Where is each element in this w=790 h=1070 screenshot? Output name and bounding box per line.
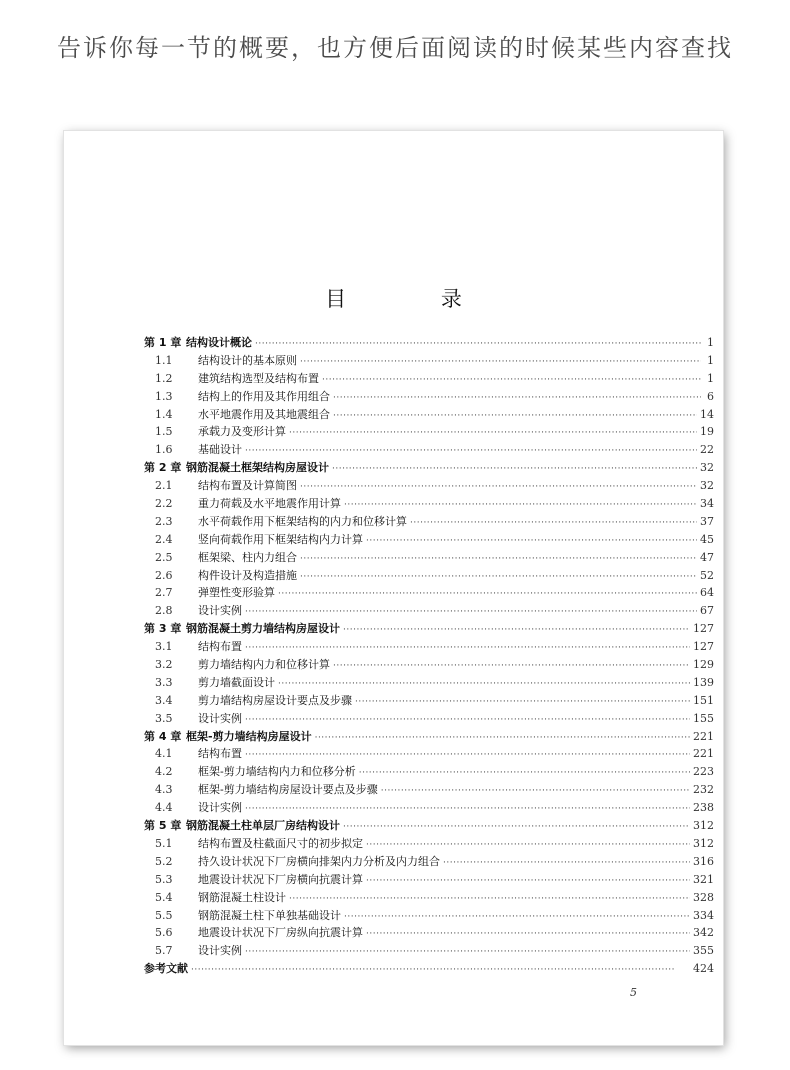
- toc-dot-leader: [333, 408, 697, 426]
- page-number: 5: [630, 986, 637, 999]
- toc-dot-leader: [289, 425, 697, 443]
- toc-section-row: [144, 656, 714, 674]
- toc-entry-title: 水平荷载作用下框架结构的内力和位移计算: [198, 514, 407, 528]
- toc-entry-title: 建筑结构选型及结构布置: [198, 371, 319, 385]
- toc-chapter-row: [144, 960, 714, 978]
- toc-dot-leader: [300, 479, 697, 497]
- toc-entry-page: 34: [700, 497, 714, 511]
- toc-entry-page: 6: [707, 389, 714, 403]
- toc-entry-page: 47: [700, 550, 714, 564]
- toc-dot-leader: [245, 712, 690, 730]
- toc-entry-number: 1.1: [155, 353, 173, 367]
- toc-entry-number: 3.1: [155, 640, 173, 654]
- toc-entry-page: 238: [693, 801, 714, 815]
- toc-section-row: [144, 423, 714, 441]
- toc-dot-leader: [191, 962, 690, 980]
- toc-entry-number: 2.5: [155, 550, 173, 564]
- toc-dot-leader: [443, 855, 690, 873]
- toc-entry-page: 151: [693, 693, 714, 707]
- toc-section-row: [144, 567, 714, 585]
- toc-entry-page: 1: [707, 371, 714, 385]
- toc-entry-title: 地震设计状况下厂房纵向抗震计算: [198, 926, 363, 940]
- toc-section-row: [144, 477, 714, 495]
- toc-section-row: [144, 441, 714, 459]
- toc-entry-title: 持久设计状况下厂房横向排架内力分析及内力组合: [198, 854, 440, 868]
- toc-dot-leader: [300, 569, 697, 587]
- toc-dot-leader: [344, 909, 690, 927]
- toc-entry-number: 2.1: [155, 479, 173, 493]
- toc-entry-title: 剪力墙结构内力和位移计算: [198, 658, 330, 672]
- toc-entry-page: 221: [693, 729, 714, 743]
- toc-entry-number: 2.2: [155, 497, 173, 511]
- toc-entry-page: 316: [693, 854, 714, 868]
- toc-section-row: [144, 781, 714, 799]
- toc-entry-page: 1: [707, 336, 714, 349]
- toc-dot-leader: [410, 515, 697, 533]
- toc-entry-title: 构件设计及构造措施: [198, 568, 297, 582]
- toc-section-row: [144, 584, 714, 602]
- toc-dot-leader: [300, 354, 701, 372]
- toc-entry-page: 312: [693, 819, 714, 833]
- toc-entry-page: 52: [700, 568, 714, 582]
- toc-entry-number: 3.4: [155, 693, 173, 707]
- toc-section-row: [144, 370, 714, 388]
- toc-section-row: [144, 799, 714, 817]
- toc-entry-title: 竖向荷载作用下框架结构内力计算: [198, 532, 363, 546]
- toc-section-row: [144, 531, 714, 549]
- toc-section-row: [144, 835, 714, 853]
- toc-entry-page: 139: [693, 675, 714, 689]
- toc-entry-number: 1.3: [155, 389, 173, 403]
- toc-section-row: [144, 871, 714, 889]
- toc-dot-leader: [366, 873, 690, 891]
- toc-entry-number: 5.6: [155, 926, 173, 940]
- toc-entry-number: 3.2: [155, 658, 173, 672]
- toc-dot-leader: [343, 819, 690, 837]
- toc-entry-title: 框架-剪力墙结构房屋设计: [186, 729, 312, 743]
- toc-entry-title: 结构布置: [198, 640, 242, 654]
- toc-section-row: [144, 763, 714, 781]
- toc-entry-title: 钢筋混凝土剪力墙结构房屋设计: [186, 622, 340, 636]
- toc-entry-page: 312: [693, 836, 714, 850]
- toc-entry-title: 剪力墙截面设计: [198, 675, 275, 689]
- toc-entry-number: 第 4 章: [144, 729, 182, 743]
- book-page: [64, 131, 723, 1045]
- toc-entry-page: 32: [700, 479, 714, 493]
- toc-entry-page: 1: [707, 353, 714, 367]
- toc-entry-number: 2.4: [155, 532, 173, 546]
- toc-entry-title: 设计实例: [198, 801, 242, 815]
- toc-entry-title: 设计实例: [198, 711, 242, 725]
- toc-entry-number: 1.2: [155, 371, 173, 385]
- toc-entry-number: 2.7: [155, 586, 173, 600]
- toc-section-row: [144, 406, 714, 424]
- toc-entry-number: 5.4: [155, 890, 173, 904]
- toc-dot-leader: [300, 551, 697, 569]
- toc-section-row: [144, 674, 714, 692]
- toc-entry-title: 设计实例: [198, 944, 242, 958]
- toc-list: [144, 334, 714, 978]
- toc-section-row: [144, 352, 714, 370]
- toc-entry-title: 基础设计: [198, 443, 242, 457]
- toc-entry-title: 结构设计的基本原则: [198, 353, 297, 367]
- toc-entry-number: 5.2: [155, 854, 173, 868]
- toc-chapter-row: [144, 620, 714, 638]
- toc-section-row: [144, 513, 714, 531]
- toc-entry-page: 67: [700, 604, 714, 618]
- toc-section-row: [144, 710, 714, 728]
- toc-dot-leader: [359, 765, 690, 783]
- toc-section-row: [144, 889, 714, 907]
- toc-entry-title: 框架梁、柱内力组合: [198, 550, 297, 564]
- toc-entry-number: 4.1: [155, 747, 173, 761]
- toc-section-row: [144, 602, 714, 620]
- toc-entry-page: 32: [700, 461, 714, 475]
- toc-entry-number: 2.8: [155, 604, 173, 618]
- toc-chapter-row: [144, 817, 714, 835]
- toc-dot-leader: [366, 533, 697, 551]
- toc-entry-number: 4.2: [155, 765, 173, 779]
- toc-chapter-row: [144, 459, 714, 477]
- toc-section-row: [144, 388, 714, 406]
- toc-entry-title: 设计实例: [198, 604, 242, 618]
- toc-entry-page: 37: [700, 514, 714, 528]
- toc-entry-number: 5.5: [155, 908, 173, 922]
- toc-entry-page: 14: [700, 407, 714, 421]
- toc-entry-page: 127: [693, 622, 714, 636]
- toc-entry-title: 结构布置及柱截面尺寸的初步拟定: [198, 836, 363, 850]
- toc-entry-number: 第 3 章: [144, 622, 182, 636]
- toc-entry-number: 4.3: [155, 783, 173, 797]
- toc-entry-title: 结构上的作用及其作用组合: [198, 389, 330, 403]
- toc-dot-leader: [245, 944, 690, 962]
- toc-chapter-row: [144, 334, 714, 352]
- toc-entry-title: 钢筋混凝土柱设计: [198, 890, 286, 904]
- toc-entry-number: 1.6: [155, 443, 173, 457]
- toc-entry-title: 弹塑性变形验算: [198, 586, 275, 600]
- toc-title: 目 录: [325, 287, 506, 311]
- toc-entry-number: 5.1: [155, 836, 173, 850]
- toc-section-row: [144, 638, 714, 656]
- toc-entry-title: 结构布置及计算简图: [198, 479, 297, 493]
- toc-entry-title: 钢筋混凝土柱下单独基础设计: [198, 908, 341, 922]
- toc-section-row: [144, 907, 714, 925]
- toc-entry-page: 328: [693, 890, 714, 904]
- banner-caption: 告诉你每一节的概要，也方便后面阅读的时候某些内容查找: [57, 34, 733, 62]
- toc-entry-page: 129: [693, 658, 714, 672]
- toc-entry-page: 19: [700, 425, 714, 439]
- toc-entry-page: 334: [693, 908, 714, 922]
- toc-entry-page: 221: [693, 747, 714, 761]
- toc-section-row: [144, 692, 714, 710]
- toc-entry-title: 地震设计状况下厂房横向抗震计算: [198, 872, 363, 886]
- toc-entry-title: 结构布置: [198, 747, 242, 761]
- toc-entry-page: 155: [693, 711, 714, 725]
- toc-entry-number: 5.7: [155, 944, 173, 958]
- toc-entry-number: 1.5: [155, 425, 173, 439]
- toc-dot-leader: [343, 622, 690, 640]
- toc-dot-leader: [322, 372, 701, 390]
- toc-entry-title: 钢筋混凝土框架结构房屋设计: [186, 461, 329, 475]
- toc-entry-page: 355: [693, 944, 714, 958]
- toc-entry-number: 5.3: [155, 872, 173, 886]
- toc-entry-title: 承载力及变形计算: [198, 425, 286, 439]
- toc-dot-leader: [255, 336, 701, 354]
- toc-section-row: [144, 745, 714, 763]
- toc-dot-leader: [355, 694, 690, 712]
- toc-dot-leader: [333, 390, 701, 408]
- toc-entry-title: 重力荷载及水平地震作用计算: [198, 497, 341, 511]
- toc-entry-title: 结构设计概论: [186, 336, 252, 349]
- toc-entry-page: 64: [700, 586, 714, 600]
- toc-entry-page: 424: [693, 962, 714, 976]
- toc-entry-number: 3.3: [155, 675, 173, 689]
- toc-chapter-row: [144, 728, 714, 746]
- toc-section-row: [144, 549, 714, 567]
- toc-dot-leader: [315, 730, 690, 748]
- toc-entry-page: 127: [693, 640, 714, 654]
- toc-entry-number: 第 1 章: [144, 336, 182, 349]
- toc-entry-title: 水平地震作用及其地震组合: [198, 407, 330, 421]
- toc-entry-page: 321: [693, 872, 714, 886]
- toc-entry-page: 342: [693, 926, 714, 940]
- toc-entry-number: 1.4: [155, 407, 173, 421]
- toc-entry-page: 232: [693, 783, 714, 797]
- toc-dot-leader: [381, 783, 690, 801]
- toc-entry-title: 框架-剪力墙结构房屋设计要点及步骤: [198, 783, 378, 797]
- toc-entry-number: 第 2 章: [144, 461, 182, 475]
- toc-entry-number: 2.3: [155, 514, 173, 528]
- toc-section-row: [144, 942, 714, 960]
- toc-entry-number: 2.6: [155, 568, 173, 582]
- toc-entry-number: 3.5: [155, 711, 173, 725]
- toc-dot-leader: [289, 891, 690, 909]
- toc-entry-page: 22: [700, 443, 714, 457]
- toc-section-row: [144, 924, 714, 942]
- toc-entry-title: 参考文献: [144, 962, 188, 976]
- toc-entry-page: 45: [700, 532, 714, 546]
- toc-entry-number: 第 5 章: [144, 819, 182, 833]
- toc-entry-number: 4.4: [155, 801, 173, 815]
- toc-dot-leader: [366, 926, 690, 944]
- toc-entry-title: 钢筋混凝土柱单层厂房结构设计: [186, 819, 340, 833]
- toc-dot-leader: [332, 461, 697, 479]
- toc-dot-leader: [333, 658, 690, 676]
- toc-section-row: [144, 853, 714, 871]
- toc-section-row: [144, 495, 714, 513]
- toc-dot-leader: [278, 586, 697, 604]
- toc-entry-title: 框架-剪力墙结构内力和位移分析: [198, 765, 356, 779]
- toc-entry-title: 剪力墙结构房屋设计要点及步骤: [198, 693, 352, 707]
- toc-entry-page: 223: [693, 765, 714, 779]
